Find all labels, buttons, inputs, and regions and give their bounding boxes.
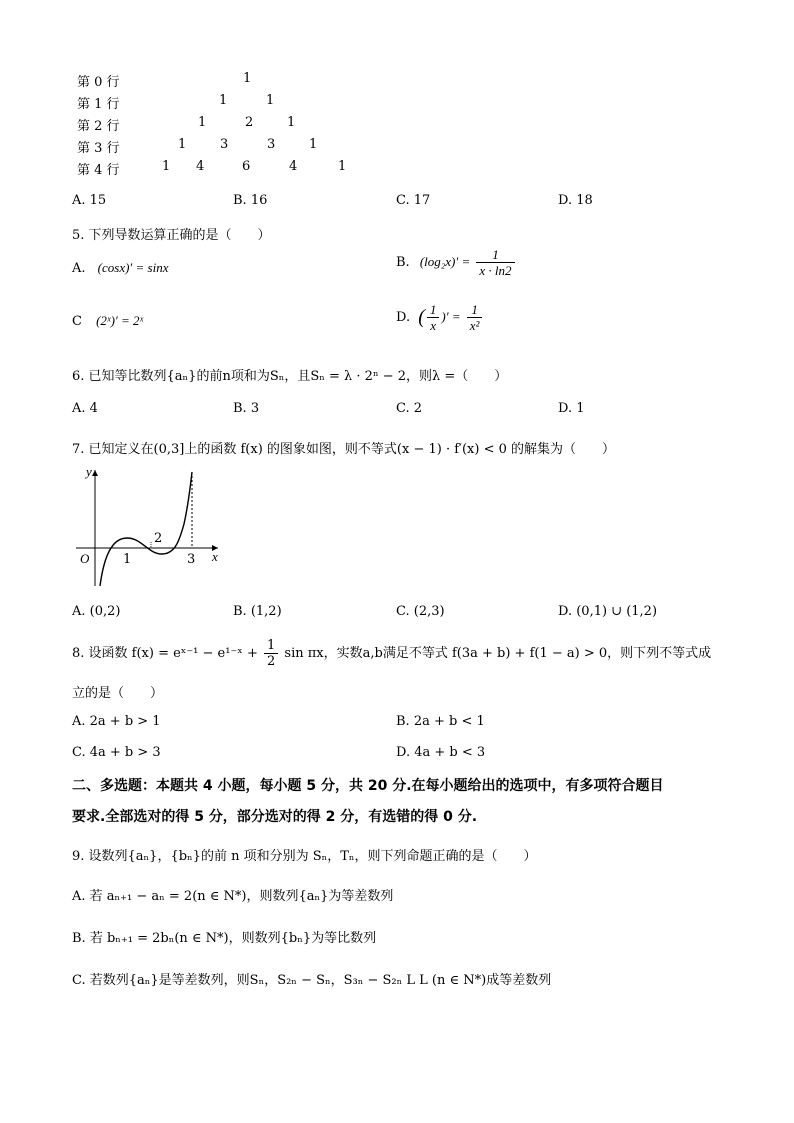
question-stem: 6. 已知等比数列{aₙ}的前n项和为Sₙ，且Sₙ = λ · 2ⁿ − 2，则λ =（ ） bbox=[72, 369, 508, 384]
triangle-number: 1 bbox=[219, 93, 228, 108]
triangle-number: 1 bbox=[178, 137, 187, 152]
section-line: 二、多选题：本题共 4 小题，每小题 5 分，共 20 分.在每小题给出的选项中，有多项符合题目 bbox=[72, 778, 664, 794]
option-d: D. 1 bbox=[558, 401, 585, 416]
option-c: C. 若数列{aₙ}是等差数列，则Sₙ，S₂ₙ − Sₙ，S₃ₙ − S₂ₙ L L (n ∈ N*)成等差数列 bbox=[72, 973, 552, 988]
fraction bbox=[476, 247, 514, 278]
option-a: A. 4 bbox=[72, 401, 98, 416]
numerator: 1 bbox=[467, 302, 483, 318]
row-label: 第 3 行 bbox=[77, 141, 120, 156]
curve bbox=[100, 472, 192, 586]
triangle-number: 4 bbox=[196, 159, 205, 174]
triangle-number: 3 bbox=[267, 137, 276, 152]
row-label: 第 4 行 bbox=[77, 163, 120, 178]
option-c: C. (2,3) bbox=[396, 604, 445, 619]
option-a: A. (0,2) bbox=[72, 604, 121, 619]
origin-label: O bbox=[80, 551, 90, 566]
option-label: C bbox=[72, 314, 82, 329]
row-label: 第 0 行 bbox=[77, 75, 120, 90]
formula: )′ = bbox=[441, 309, 461, 324]
option-a: A. 15 bbox=[72, 193, 107, 208]
option-b: B. 若 bₙ₊₁ = 2bₙ(n ∈ N*)，则数列{bₙ}为等比数列 bbox=[72, 931, 377, 946]
formula: (cosx)′ = sinx bbox=[97, 260, 169, 275]
triangle-number: 1 bbox=[338, 159, 347, 174]
triangle-number: 6 bbox=[242, 159, 251, 174]
triangle-number: 1 bbox=[243, 71, 252, 86]
formula: (log₂x)′ = bbox=[419, 254, 471, 269]
stem-part: sin πx，实数a,b满足不等式 f(3a + b) + f(1 − a) > 0，则下列不等式成 bbox=[284, 646, 712, 661]
option-d: D. (0,1) ∪ (1,2) bbox=[558, 604, 658, 619]
tick-3: 3 bbox=[187, 552, 196, 567]
fraction bbox=[427, 302, 440, 333]
formula: (2ˣ)′ = 2ˣ bbox=[96, 313, 144, 328]
section-line: 要求.全部选对的得 5 分，部分选对的得 2 分，有选错的得 0 分. bbox=[72, 809, 478, 825]
triangle-number: 1 bbox=[266, 93, 275, 108]
denominator: x² bbox=[469, 318, 480, 333]
option-b: B. 2a + b < 1 bbox=[396, 714, 485, 729]
row-label: 第 2 行 bbox=[77, 119, 120, 134]
stem-part: 8. 设函数 f(x) = eˣ⁻¹ − e¹⁻ˣ + bbox=[72, 646, 258, 661]
triangle-number: 1 bbox=[162, 159, 171, 174]
triangle-number: 1 bbox=[309, 137, 318, 152]
option-a: A. 2a + b > 1 bbox=[72, 714, 161, 729]
option-c: C. 2 bbox=[396, 401, 423, 416]
tick-2: 2 bbox=[154, 531, 163, 546]
option-b: B. 16 bbox=[233, 193, 268, 208]
numerator: 1 bbox=[427, 302, 440, 318]
triangle-number: 3 bbox=[220, 137, 229, 152]
triangle-number: 4 bbox=[289, 159, 298, 174]
option-b bbox=[396, 247, 517, 278]
numerator: 1 bbox=[264, 638, 278, 654]
row-label: 第 1 行 bbox=[77, 97, 120, 112]
option-label: B. bbox=[396, 255, 410, 270]
question-stem: 5. 下列导数运算正确的是（ ） bbox=[72, 228, 271, 243]
numerator: 1 bbox=[476, 247, 514, 263]
option-c bbox=[72, 313, 143, 329]
function-graph bbox=[72, 464, 232, 588]
triangle-number: 1 bbox=[198, 115, 207, 130]
question-stem: 9. 设数列{aₙ}，{bₙ}的前 n 项和分别为 Sₙ，Tₙ，则下列命题正确的是（ ） bbox=[72, 849, 537, 864]
option-d: D. ( $\frac{1}{x}$ )′ = $\frac{1}{\text{x²}}$ bbox=[396, 302, 484, 333]
option-b: B. 3 bbox=[233, 401, 260, 416]
option-c: C. 4a + b > 3 bbox=[72, 745, 161, 760]
denominator: x · ln2 bbox=[479, 263, 512, 278]
y-label: y bbox=[86, 464, 92, 479]
question-stem: 7. 已知定义在(0,3]上的函数 f(x) 的图象如图，则不等式(x − 1) · f′(x) < 0 的解集为（ ） bbox=[72, 442, 616, 457]
denominator: 2 bbox=[267, 654, 276, 669]
triangle-number: 2 bbox=[245, 115, 254, 130]
option-d: D. 4a + b < 3 bbox=[396, 745, 486, 760]
option-c: C. 17 bbox=[396, 193, 431, 208]
option-d: D. 18 bbox=[558, 193, 593, 208]
option-a bbox=[72, 260, 169, 276]
question-stem-cont: 立的是（ ） bbox=[72, 686, 164, 701]
triangle-number: 1 bbox=[287, 115, 296, 130]
x-label: x bbox=[212, 549, 218, 564]
denominator: x bbox=[430, 318, 437, 333]
option-b: B. (1,2) bbox=[233, 604, 282, 619]
option-label: A. bbox=[72, 261, 86, 276]
tick-1: 1 bbox=[123, 552, 132, 567]
option-a: A. 若 aₙ₊₁ − aₙ = 2(n ∈ N*)，则数列{aₙ}为等差数列 bbox=[72, 889, 394, 904]
fraction bbox=[264, 638, 278, 669]
option-label: D. bbox=[396, 310, 411, 325]
fraction bbox=[467, 302, 483, 333]
question-stem bbox=[72, 638, 711, 669]
